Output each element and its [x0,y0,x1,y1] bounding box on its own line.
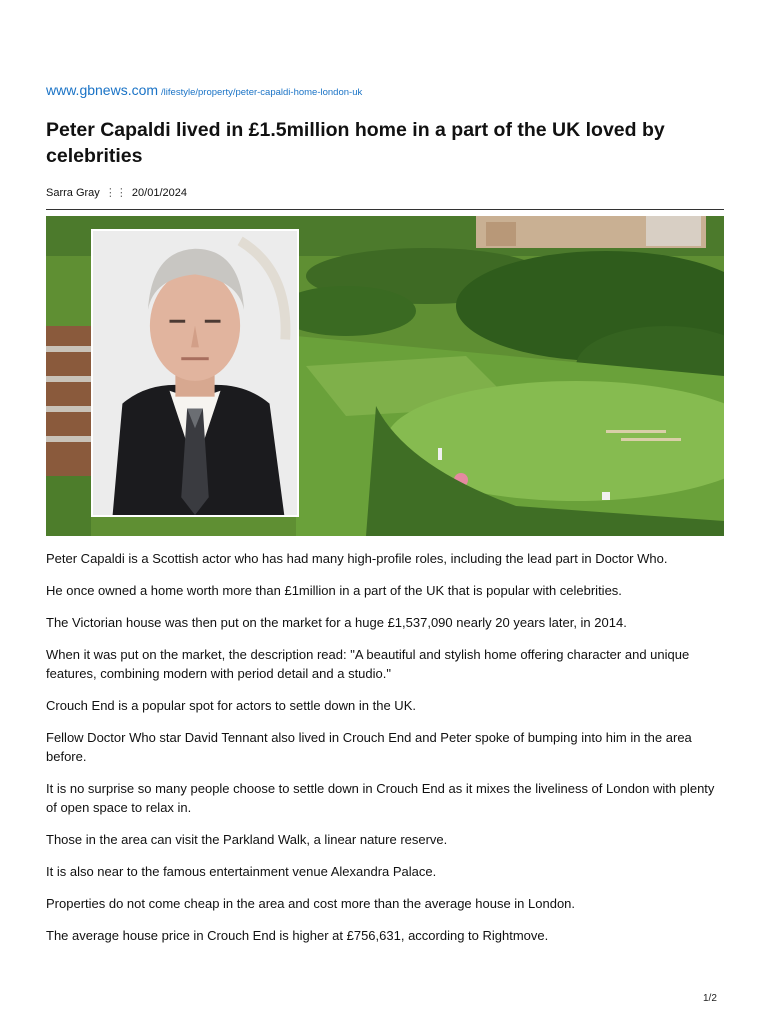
paragraph: The average house price in Crouch End is higher at £756,631, according to Rightmove. [46,928,549,943]
source-domain-link[interactable]: www.gbnews.com [46,82,159,98]
publish-date: 20/01/2024 [131,187,187,199]
paragraph: It is also near to the famous entertainment venue Alexandra Palace. [46,864,437,879]
page-number: 1/2 [703,993,717,1004]
article-body [46,549,726,958]
paragraph: Properties do not come cheap in the area and cost more than the average house in London. [46,896,576,911]
paragraph: Those in the area can visit the Parkland Walk, a linear nature reserve. [46,832,448,847]
source-url[interactable] [46,82,362,100]
source-path-link[interactable]: /lifestyle/property/peter-capaldi-home-london-uk [161,87,363,98]
paragraph: He once owned a home worth more than £1million in a part of the UK that is popular with celebrities. [46,583,622,598]
byline-separator: ⋮⋮ [104,187,127,199]
paragraph: Fellow Doctor Who star David Tennant also lived in Crouch End and Peter spoke of bumping into him in the area before. [46,730,692,764]
paragraph: Crouch End is a popular spot for actors to settle down in the UK. [46,698,416,713]
paragraph: When it was put on the market, the description read: "A beautiful and stylish home offering character and unique features, combining modern with period detail and a studio." [46,647,690,681]
paragraph: Peter Capaldi is a Scottish actor who has had many high-profile roles, including the lead part in Doctor Who. [46,551,668,566]
article-title: Peter Capaldi lived in £1.5million home in a part of the UK loved by celebrities [46,119,665,167]
hero-image [46,216,724,536]
paragraph: It is no surprise so many people choose to settle down in Crouch End as it mixes the liveliness of London with plenty of open space to relax in. [46,781,715,815]
header-divider [46,209,724,210]
byline [46,186,187,199]
peter-capaldi-portrait [91,229,299,517]
author-name: Sarra Gray [46,187,100,199]
paragraph: The Victorian house was then put on the market for a huge £1,537,090 nearly 20 years later, in 2014. [46,615,627,630]
